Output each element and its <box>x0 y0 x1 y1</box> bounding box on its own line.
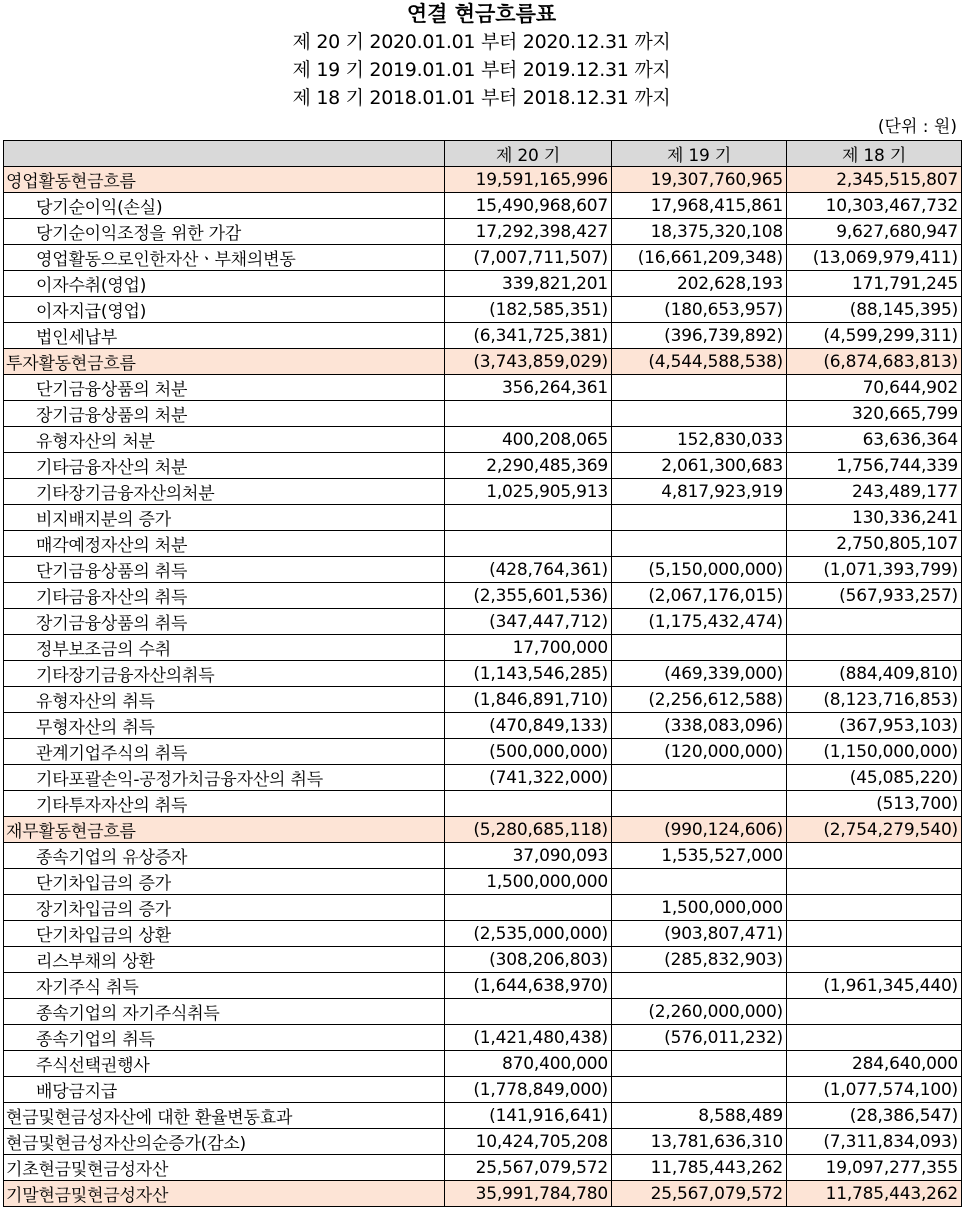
row-label: 기타금융자산의 처분 <box>4 453 445 479</box>
value-period-19: 202,628,193 <box>612 271 787 297</box>
period-line-18: 제 18 기 2018.01.01 부터 2018.12.31 까지 <box>292 87 671 109</box>
unit-label: (단위 : 원) <box>877 117 957 137</box>
value-period-20: 1,025,905,913 <box>445 479 612 505</box>
value-period-20: (2,355,601,536) <box>445 583 612 609</box>
table-row <box>4 505 962 531</box>
value-period-18: (28,386,547) <box>787 1103 962 1129</box>
value-period-18: (567,933,257) <box>787 583 962 609</box>
value-period-18 <box>787 635 962 661</box>
value-period-18: (7,311,834,093) <box>787 1129 962 1155</box>
table-row <box>4 323 962 349</box>
value-period-19 <box>612 1077 787 1103</box>
value-period-19: 17,968,415,861 <box>612 193 787 219</box>
value-period-19: 1,500,000,000 <box>612 895 787 921</box>
value-period-20: 870,400,000 <box>445 1051 612 1077</box>
row-label: 비지배지분의 증가 <box>4 505 445 531</box>
row-label: 장기금융상품의 처분 <box>4 401 445 427</box>
value-period-19: (338,083,096) <box>612 713 787 739</box>
row-label: 장기금융상품의 취득 <box>4 609 445 635</box>
row-label: 재무활동현금흐름 <box>4 817 445 843</box>
table-row <box>4 661 962 687</box>
value-period-19: (120,000,000) <box>612 739 787 765</box>
statement-title: 연결 현금흐름표 <box>406 2 557 26</box>
table-row <box>4 1129 962 1155</box>
value-period-19 <box>612 765 787 791</box>
row-label: 현금및현금성자산에 대한 환율변동효과 <box>4 1103 445 1129</box>
value-period-19 <box>612 401 787 427</box>
table-row <box>4 609 962 635</box>
value-period-19: 25,567,079,572 <box>612 1181 787 1207</box>
value-period-18: 1,756,744,339 <box>787 453 962 479</box>
value-period-18: 320,665,799 <box>787 401 962 427</box>
header-period-18: 제 18 기 <box>787 141 962 167</box>
table-header-row <box>4 141 962 167</box>
value-period-19: (285,832,903) <box>612 947 787 973</box>
value-period-18: (1,077,574,100) <box>787 1077 962 1103</box>
value-period-18: (6,874,683,813) <box>787 349 962 375</box>
statement-header <box>0 0 963 112</box>
table-row <box>4 297 962 323</box>
value-period-20: 1,500,000,000 <box>445 869 612 895</box>
table-row <box>4 401 962 427</box>
row-label: 당기순이익(손실) <box>4 193 445 219</box>
table-row <box>4 1051 962 1077</box>
value-period-20: (1,846,891,710) <box>445 687 612 713</box>
value-period-20 <box>445 401 612 427</box>
row-label: 현금및현금성자산의순증가(감소) <box>4 1129 445 1155</box>
value-period-20: 356,264,361 <box>445 375 612 401</box>
table-row-section <box>4 167 962 193</box>
value-period-19: 18,375,320,108 <box>612 219 787 245</box>
value-period-20: (1,143,546,285) <box>445 661 612 687</box>
row-label: 영업활동현금흐름 <box>4 167 445 193</box>
value-period-20: (3,743,859,029) <box>445 349 612 375</box>
value-period-18 <box>787 609 962 635</box>
value-period-20: (741,322,000) <box>445 765 612 791</box>
value-period-18: 284,640,000 <box>787 1051 962 1077</box>
row-label: 주식선택권행사 <box>4 1051 445 1077</box>
value-period-19: (16,661,209,348) <box>612 245 787 271</box>
value-period-20: (182,585,351) <box>445 297 612 323</box>
row-label: 정부보조금의 수취 <box>4 635 445 661</box>
row-label: 이자수취(영업) <box>4 271 445 297</box>
table-row <box>4 1155 962 1181</box>
table-row <box>4 739 962 765</box>
row-label: 기타포괄손익-공정가치금융자산의 취득 <box>4 765 445 791</box>
table-row <box>4 869 962 895</box>
value-period-19 <box>612 635 787 661</box>
value-period-20: (428,764,361) <box>445 557 612 583</box>
value-period-19: (1,175,432,474) <box>612 609 787 635</box>
table-row <box>4 791 962 817</box>
value-period-19: (2,256,612,588) <box>612 687 787 713</box>
value-period-19 <box>612 973 787 999</box>
value-period-20: (1,778,849,000) <box>445 1077 612 1103</box>
value-period-20: (347,447,712) <box>445 609 612 635</box>
value-period-18: 9,627,680,947 <box>787 219 962 245</box>
row-label: 단기차입금의 상환 <box>4 921 445 947</box>
table-row <box>4 999 962 1025</box>
value-period-19 <box>612 505 787 531</box>
table-body <box>4 167 962 1207</box>
value-period-18: 70,644,902 <box>787 375 962 401</box>
value-period-18: 243,489,177 <box>787 479 962 505</box>
row-label: 유형자산의 처분 <box>4 427 445 453</box>
header-item <box>4 141 445 167</box>
row-label: 단기금융상품의 처분 <box>4 375 445 401</box>
table-row <box>4 453 962 479</box>
cash-flow-table <box>3 140 962 1207</box>
value-period-20: 2,290,485,369 <box>445 453 612 479</box>
value-period-18: (513,700) <box>787 791 962 817</box>
value-period-19: 1,535,527,000 <box>612 843 787 869</box>
row-label: 기타금융자산의 취득 <box>4 583 445 609</box>
row-label: 기초현금및현금성자산 <box>4 1155 445 1181</box>
value-period-20: 37,090,093 <box>445 843 612 869</box>
table-row <box>4 245 962 271</box>
value-period-19: (903,807,471) <box>612 921 787 947</box>
value-period-20: 25,567,079,572 <box>445 1155 612 1181</box>
value-period-18: (1,961,345,440) <box>787 973 962 999</box>
value-period-18 <box>787 999 962 1025</box>
table-row <box>4 947 962 973</box>
value-period-18: (8,123,716,853) <box>787 687 962 713</box>
value-period-20: (308,206,803) <box>445 947 612 973</box>
table-row-section <box>4 1181 962 1207</box>
value-period-19 <box>612 869 787 895</box>
row-label: 법인세납부 <box>4 323 445 349</box>
value-period-20: 17,700,000 <box>445 635 612 661</box>
value-period-18: (2,754,279,540) <box>787 817 962 843</box>
value-period-20: 17,292,398,427 <box>445 219 612 245</box>
row-label: 매각예정자산의 처분 <box>4 531 445 557</box>
value-period-18: 10,303,467,732 <box>787 193 962 219</box>
value-period-20: 19,591,165,996 <box>445 167 612 193</box>
value-period-20: (1,421,480,438) <box>445 1025 612 1051</box>
value-period-20: (470,849,133) <box>445 713 612 739</box>
value-period-20: (2,535,000,000) <box>445 921 612 947</box>
table-row <box>4 1025 962 1051</box>
value-period-19: 8,588,489 <box>612 1103 787 1129</box>
value-period-20: 339,821,201 <box>445 271 612 297</box>
row-label: 종속기업의 자기주식취득 <box>4 999 445 1025</box>
value-period-18: 2,750,805,107 <box>787 531 962 557</box>
row-label: 기타투자자산의 취득 <box>4 791 445 817</box>
value-period-19: 4,817,923,919 <box>612 479 787 505</box>
value-period-19: (469,339,000) <box>612 661 787 687</box>
value-period-20 <box>445 999 612 1025</box>
value-period-20: (5,280,685,118) <box>445 817 612 843</box>
table-row <box>4 973 962 999</box>
value-period-19: (2,260,000,000) <box>612 999 787 1025</box>
value-period-20: (6,341,725,381) <box>445 323 612 349</box>
table-row <box>4 687 962 713</box>
row-label: 배당금지급 <box>4 1077 445 1103</box>
value-period-18: (367,953,103) <box>787 713 962 739</box>
value-period-19: (990,124,606) <box>612 817 787 843</box>
value-period-19 <box>612 1051 787 1077</box>
table-row <box>4 1103 962 1129</box>
value-period-19: (5,150,000,000) <box>612 557 787 583</box>
row-label: 영업활동으로인한자산ㆍ부채의변동 <box>4 245 445 271</box>
value-period-19: 13,781,636,310 <box>612 1129 787 1155</box>
row-label: 종속기업의 유상증자 <box>4 843 445 869</box>
row-label: 기타장기금융자산의취득 <box>4 661 445 687</box>
value-period-18: 2,345,515,807 <box>787 167 962 193</box>
table-row <box>4 193 962 219</box>
value-period-20: 15,490,968,607 <box>445 193 612 219</box>
value-period-18 <box>787 1025 962 1051</box>
table-row <box>4 635 962 661</box>
value-period-18 <box>787 921 962 947</box>
row-label: 자기주식 취득 <box>4 973 445 999</box>
value-period-18: (1,150,000,000) <box>787 739 962 765</box>
row-label: 이자지급(영업) <box>4 297 445 323</box>
period-line-19: 제 19 기 2019.01.01 부터 2019.12.31 까지 <box>292 59 671 81</box>
row-label: 기타장기금융자산의처분 <box>4 479 445 505</box>
header-period-20: 제 20 기 <box>445 141 612 167</box>
value-period-20 <box>445 791 612 817</box>
value-period-20 <box>445 895 612 921</box>
value-period-18 <box>787 869 962 895</box>
value-period-18: (45,085,220) <box>787 765 962 791</box>
table-row <box>4 531 962 557</box>
table-row <box>4 765 962 791</box>
value-period-19: 11,785,443,262 <box>612 1155 787 1181</box>
table-row <box>4 843 962 869</box>
value-period-18: 19,097,277,355 <box>787 1155 962 1181</box>
row-label: 유형자산의 취득 <box>4 687 445 713</box>
value-period-18 <box>787 843 962 869</box>
row-label: 장기차입금의 증가 <box>4 895 445 921</box>
period-line-20: 제 20 기 2020.01.01 부터 2020.12.31 까지 <box>292 31 671 53</box>
value-period-19 <box>612 531 787 557</box>
value-period-20: 10,424,705,208 <box>445 1129 612 1155</box>
value-period-20: 35,991,784,780 <box>445 1181 612 1207</box>
table-row <box>4 427 962 453</box>
value-period-18: 63,636,364 <box>787 427 962 453</box>
value-period-19: (180,653,957) <box>612 297 787 323</box>
row-label: 기말현금및현금성자산 <box>4 1181 445 1207</box>
table-row <box>4 219 962 245</box>
value-period-20: (1,644,638,970) <box>445 973 612 999</box>
value-period-18 <box>787 895 962 921</box>
table-row <box>4 271 962 297</box>
value-period-20 <box>445 531 612 557</box>
value-period-20: (141,916,641) <box>445 1103 612 1129</box>
row-label: 단기차입금의 증가 <box>4 869 445 895</box>
value-period-20: (7,007,711,507) <box>445 245 612 271</box>
value-period-18: (4,599,299,311) <box>787 323 962 349</box>
value-period-18: 130,336,241 <box>787 505 962 531</box>
row-label: 당기순이익조정을 위한 가감 <box>4 219 445 245</box>
value-period-18: (13,069,979,411) <box>787 245 962 271</box>
value-period-18 <box>787 947 962 973</box>
value-period-19: (2,067,176,015) <box>612 583 787 609</box>
value-period-20: 400,208,065 <box>445 427 612 453</box>
value-period-18: (88,145,395) <box>787 297 962 323</box>
row-label: 종속기업의 취득 <box>4 1025 445 1051</box>
table-row <box>4 375 962 401</box>
value-period-18: 171,791,245 <box>787 271 962 297</box>
row-label: 투자활동현금흐름 <box>4 349 445 375</box>
value-period-20: (500,000,000) <box>445 739 612 765</box>
value-period-19 <box>612 375 787 401</box>
value-period-19: (396,739,892) <box>612 323 787 349</box>
value-period-18: (1,071,393,799) <box>787 557 962 583</box>
row-label: 리스부채의 상환 <box>4 947 445 973</box>
row-label: 무형자산의 취득 <box>4 713 445 739</box>
row-label: 단기금융상품의 취득 <box>4 557 445 583</box>
value-period-19: 152,830,033 <box>612 427 787 453</box>
table-row <box>4 713 962 739</box>
value-period-20 <box>445 505 612 531</box>
table-row <box>4 557 962 583</box>
table-row <box>4 479 962 505</box>
table-row <box>4 895 962 921</box>
value-period-19: (4,544,588,538) <box>612 349 787 375</box>
value-period-18: (884,409,810) <box>787 661 962 687</box>
header-period-19: 제 19 기 <box>612 141 787 167</box>
value-period-19: (576,011,232) <box>612 1025 787 1051</box>
row-label: 관계기업주식의 취득 <box>4 739 445 765</box>
value-period-19: 19,307,760,965 <box>612 167 787 193</box>
table-row <box>4 583 962 609</box>
table-row-section <box>4 817 962 843</box>
value-period-19: 2,061,300,683 <box>612 453 787 479</box>
value-period-18: 11,785,443,262 <box>787 1181 962 1207</box>
table-row <box>4 1077 962 1103</box>
value-period-19 <box>612 791 787 817</box>
table-row-section <box>4 349 962 375</box>
table-row <box>4 921 962 947</box>
